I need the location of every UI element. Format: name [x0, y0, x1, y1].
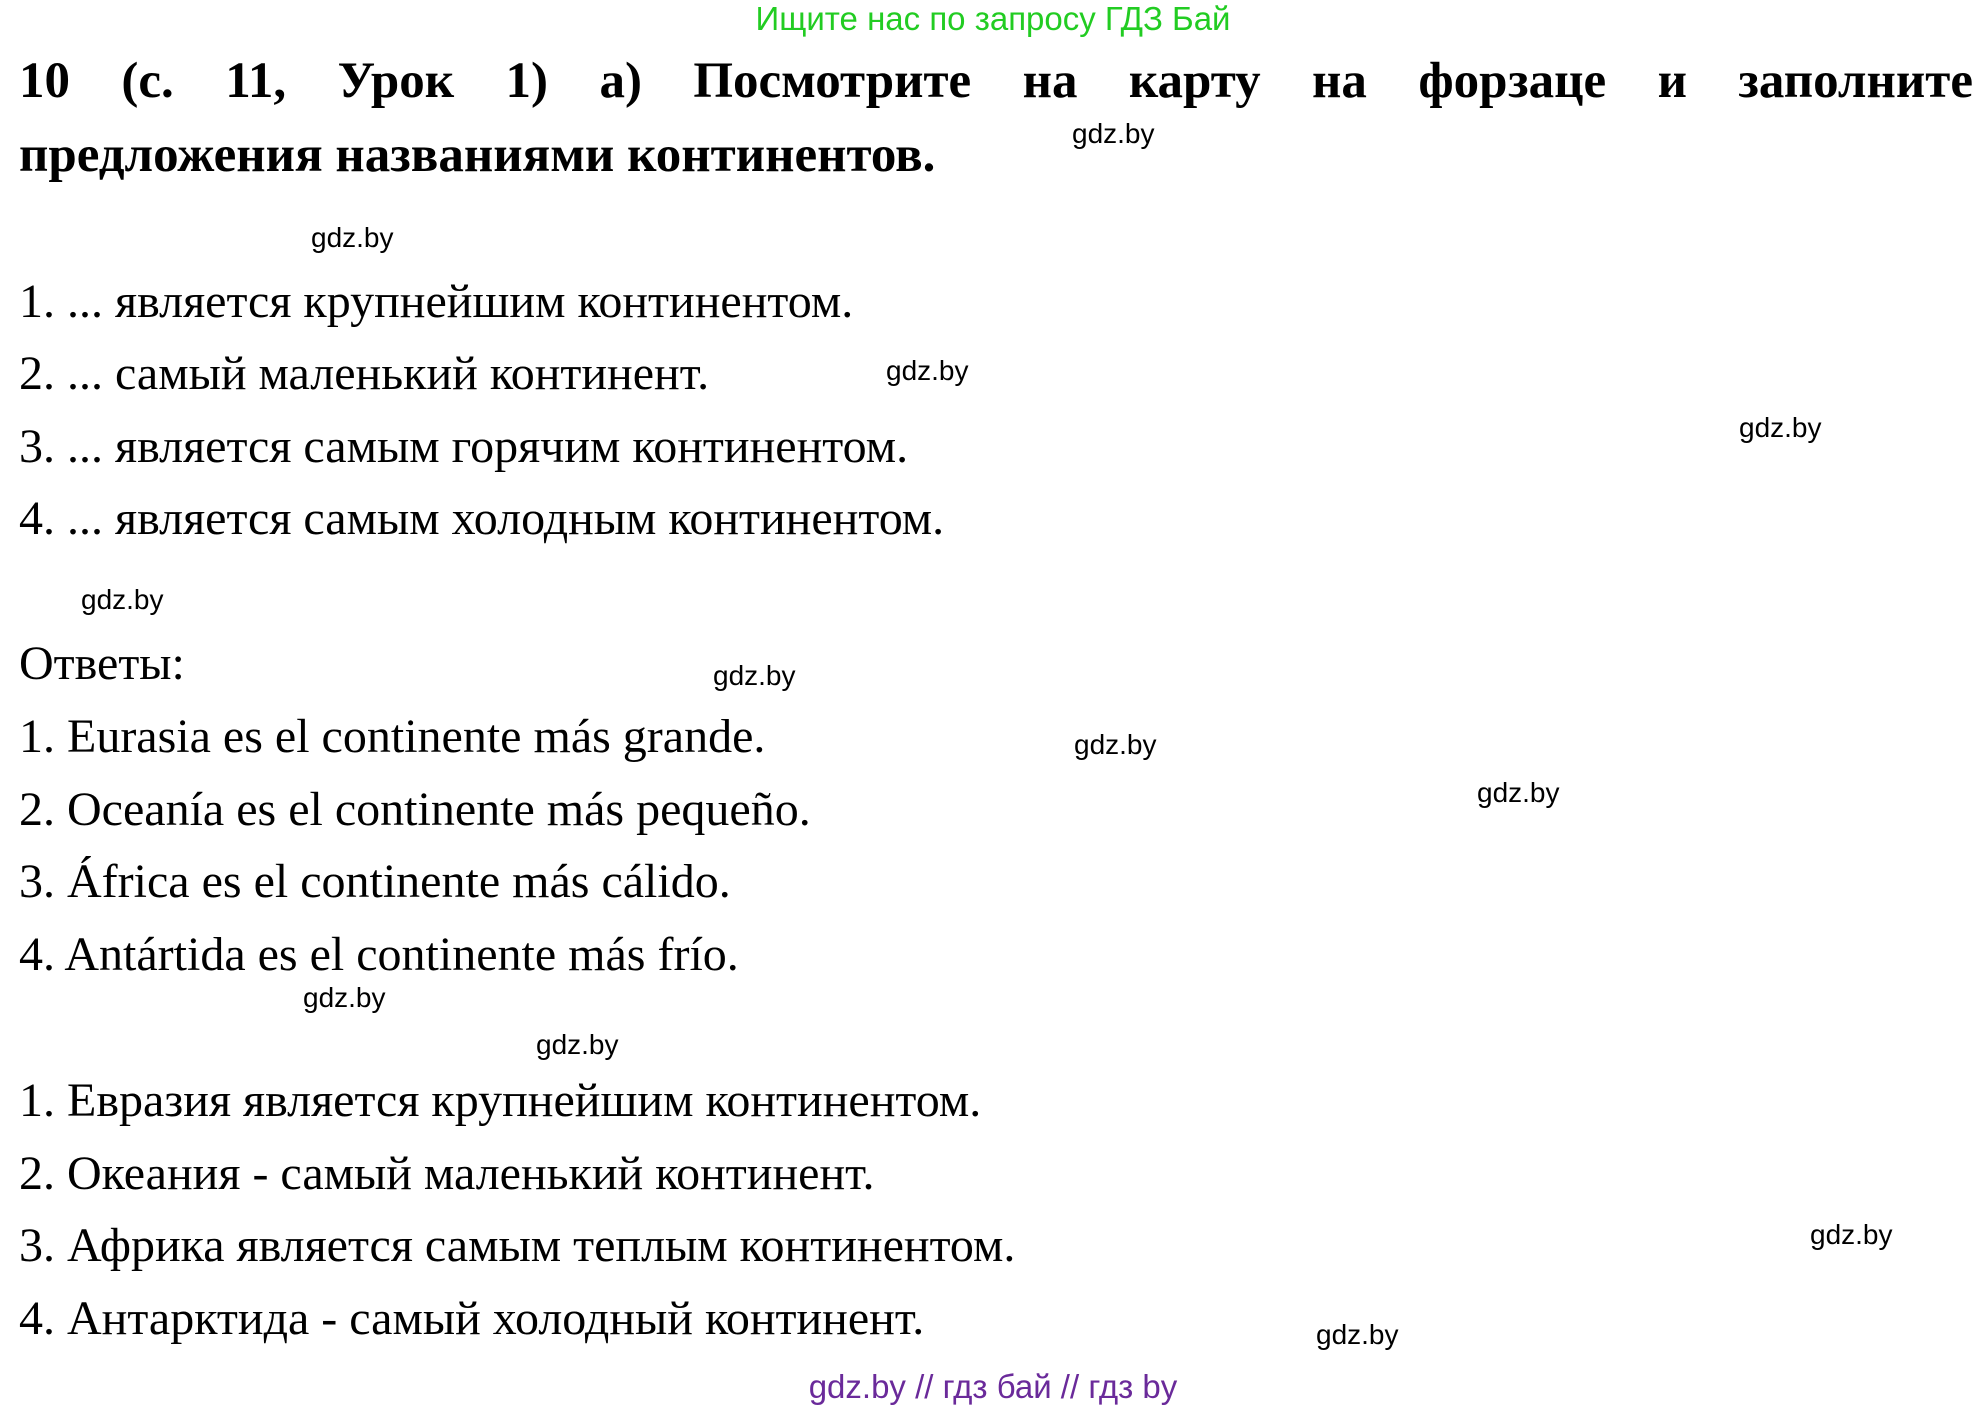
watermark: gdz.by [311, 222, 394, 253]
answer-es-item: 1. Eurasia es el continente más grande. [19, 710, 766, 763]
watermark: gdz.by [886, 355, 969, 386]
watermark: gdz.by [1810, 1219, 1893, 1250]
answer-ru-item: 4. Антарктида - самый холодный континент. [19, 1292, 925, 1345]
watermark: gdz.by [81, 584, 164, 615]
answer-es-item: 4. Antártida es el continente más frío. [19, 928, 739, 981]
answer-ru-item: 1. Евразия является крупнейшим континентом. [19, 1074, 982, 1127]
watermark: gdz.by [1477, 777, 1560, 808]
question-item: 3. ... является самым горячим континентом. [19, 420, 909, 473]
watermark: gdz.by [1074, 729, 1157, 760]
watermark: gdz.by [1739, 412, 1822, 443]
footer-links[interactable]: gdz.by // гдз бай // гдз by [808, 1368, 1178, 1405]
watermark: gdz.by [1316, 1319, 1399, 1350]
watermark: gdz.by [536, 1029, 619, 1060]
answer-ru-item: 2. Океания - самый маленький континент. [19, 1147, 875, 1200]
watermark: gdz.by [713, 660, 796, 691]
watermark: gdz.by [1072, 118, 1155, 149]
promo-link[interactable]: Ищите нас по запросу ГДЗ Бай [755, 0, 1231, 37]
answer-ru-item: 3. Африка является самым теплым континентом. [19, 1219, 1016, 1272]
task-title-line-2: предложения названиями континентов. [19, 127, 936, 183]
question-item: 4. ... является самым холодным континентом. [19, 492, 945, 545]
question-item: 1. ... является крупнейшим континентом. [19, 275, 854, 328]
answer-es-item: 2. Oceanía es el continente más pequeño. [19, 783, 811, 836]
answer-es-item: 3. África es el continente más cálido. [19, 855, 731, 908]
answers-label: Ответы: [19, 637, 185, 690]
question-item: 2. ... самый маленький континент. [19, 347, 710, 400]
task-title-line-1: 10 (с. 11, Урок 1) а) Посмотрите на карту на форзаце и заполните [19, 53, 1973, 109]
watermark: gdz.by [303, 982, 386, 1013]
